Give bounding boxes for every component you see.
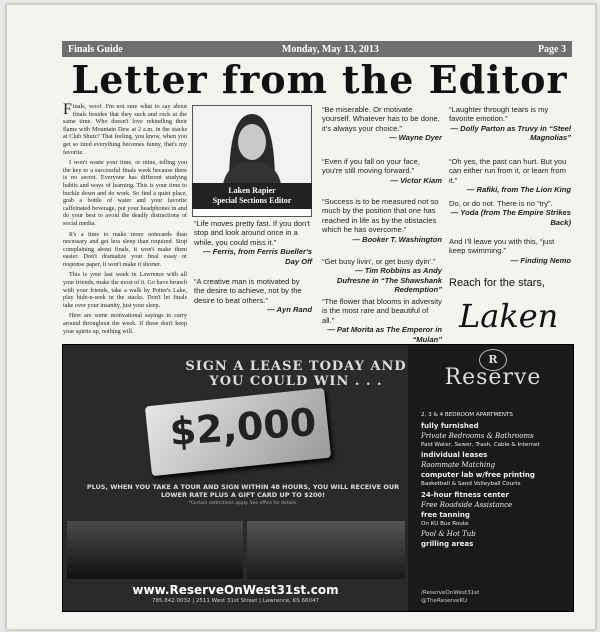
quote [322, 157, 442, 185]
body-paragraph: I won't waste your time, or mine, telling you the key to a successful finals week because there is no secret. Everyone has different studying habits and ways of learning. This is your time to buckle down and do work. So find a quiet place, grab a bottle of water and your favorite caffeinated beverage, put your headphones in and do your best to avoid the deadly distractions of social media. [63, 159, 187, 227]
section-name: Finals Guide [68, 43, 123, 55]
quote-author: — Ayn Rand [267, 305, 312, 315]
quote-author: — Wayne Dyer [388, 133, 442, 143]
quote-text: “Be miserable. Or motivate yourself. Whatever has to be done, it's always your choice.” [322, 105, 440, 133]
newspaper-page [6, 4, 596, 630]
photo-caption [192, 183, 312, 209]
ad-banner: SIGN A LEASE TODAY AND YOU COULD WIN . . . [185, 359, 407, 389]
quote [449, 157, 571, 195]
quote-author: — Dolly Parton as Truvy in “Steel Magnolias” [450, 123, 571, 143]
feature-item: Basketball & Sand Volleyball Courts [421, 481, 521, 488]
feature-item: On KU Bus Route [421, 520, 469, 527]
feature-list [421, 411, 571, 549]
quote [449, 237, 571, 265]
quote-author: — Yoda (from The Empire Strikes Back) [450, 208, 571, 227]
quote-text: “Get busy livin', or get busy dyin'.” [322, 257, 436, 266]
quote-text: “Oh yes, the past can hurt. But you can either run from it, or learn from it.” [449, 157, 567, 185]
quote-text: “A creative man is motivated by the desire to achieve, not by the desire to beat others.” [194, 277, 302, 305]
building-exterior-photo [67, 521, 243, 579]
quote-text: “Even if you fall on your face, you're still moving forward.” [322, 157, 420, 176]
page-header [62, 41, 572, 57]
twitter-handle: @TheReserveKU [421, 598, 468, 604]
quote-text: “Success is to be measured not so much by the position that one has reached in life as by the obstacles which he has overcome.” [322, 197, 439, 235]
feature-item: Private Bedrooms & Bathrooms [421, 431, 534, 440]
quote [194, 277, 312, 315]
page-title: Letter from the Editor [71, 57, 568, 102]
facebook-handle: /ReserveOnWest31st [421, 590, 480, 596]
body-paragraph: It's a time to make more notecards than necessary and get less sleep than required. Stop complaining about finals, it won't make them easier. Don't dramatize your final essay or response paper, it won't make it shorter. [63, 230, 187, 268]
ad-social [421, 589, 479, 605]
feature-item: individual leases [421, 451, 488, 460]
feature-item: Paid Water, Sewer, Trash, Cable & Internet [421, 441, 540, 448]
feature-item: 2, 3 & 4 BEDROOM APARTMENTS [421, 412, 513, 418]
ad-fine-print: *Certain restrictions apply. See office for details. [188, 501, 298, 506]
feature-item: Free Roadside Assistance [421, 500, 513, 509]
reserve-logo-icon: R [479, 349, 507, 371]
feature-item: fully furnished [421, 421, 479, 430]
body-paragraph: Finals, woof. I'm not sure what to say about finals besides that they suck and rock at the same time. Who doesn't love rekindling their flame with Mountain Dew at 2 a.m. in the stacks at Club Shutz? That feeling, you know, when you get so tired everything becomes funny, that's my favorite. [63, 101, 187, 156]
ad-features-panel [413, 345, 573, 611]
quote [322, 297, 442, 344]
quote-author: — Pat Morita as The Emperor in “Mulan” [327, 325, 442, 344]
feature-item: free tanning [421, 510, 470, 519]
quote-author: — Finding Nemo [510, 255, 571, 265]
prize-amount: $2,000 [168, 399, 318, 455]
ad-offer-text: PLUS, WHEN YOU TAKE A TOUR AND SIGN WITHIN 48 HOURS, YOU WILL RECEIVE OUR LOWER RATE PLUS A GIFT CARD UP TO $200! [86, 483, 400, 499]
quote-text: “Laughter through tears is my favorite emotion.” [449, 105, 549, 124]
feature-item: computer lab w/free printing [421, 471, 535, 480]
quote-text: “The flower that blooms in adversity is the most rare and beautiful of all.” [322, 297, 442, 325]
feature-item: Pool & Hot Tub [421, 530, 476, 539]
quote-author: — Victor Kiam [390, 175, 442, 185]
editor-signature: Laken [459, 297, 559, 335]
ad-promo-panel [63, 345, 408, 611]
editor-role: Special Sections Editor [212, 196, 292, 205]
quote-text: “Life moves pretty fast. If you don't stop and look around once in a while, you could miss it.” [194, 219, 310, 247]
feature-item: 24-hour fitness center [421, 490, 509, 499]
quote-author: — Booker T. Washington [352, 234, 442, 244]
reserve-logo: Reserve [444, 365, 542, 390]
letter-body [63, 103, 187, 338]
editor-name: Laken Rapier [228, 186, 276, 195]
quote [322, 197, 442, 244]
quote-author: — Rafiki, from The Lion King [466, 185, 571, 195]
body-paragraph: This is your last week in Lawrence with all your friends, make the most of it. Go have brunch with your friends, take a walk by Potter's Lake, play hide-n-seek in the stacks. Don't let finals take over your insanity, just your sleep. [63, 271, 187, 309]
quote-text: And I'll leave you with this, “just keep swimming.” [449, 237, 555, 256]
quote-author: — Tim Robbins as Andy Dufresne in “The Shawshank Redemption” [336, 266, 442, 295]
ad-address: 785.842.0032 | 2511 West 31st Street | Lawrence, KS 66047 [152, 598, 319, 604]
quote [449, 199, 571, 227]
ad-website: www.ReserveOnWest31st.com [132, 583, 339, 597]
closing-line: Reach for the stars, [449, 277, 545, 289]
issue-date: Monday, May 13, 2013 [281, 43, 379, 55]
feature-item: grilling areas [421, 540, 474, 549]
feature-item: Roommate Matching [421, 461, 496, 470]
quote [322, 105, 442, 143]
quote [322, 257, 442, 295]
quote-author: — Ferris, from Ferris Bueller's Day Off [202, 247, 312, 266]
quote [194, 219, 312, 266]
advertisement [62, 344, 574, 612]
interior-photo [247, 521, 405, 579]
quote-text: Do, or do not. There is no “try”. [449, 199, 553, 208]
page-number: Page 3 [537, 43, 566, 55]
quote [449, 105, 571, 143]
body-paragraph: Here are some motivational sayings to carry around throughout the week. If these don't keep your spirits up, nothing will. [63, 312, 187, 335]
